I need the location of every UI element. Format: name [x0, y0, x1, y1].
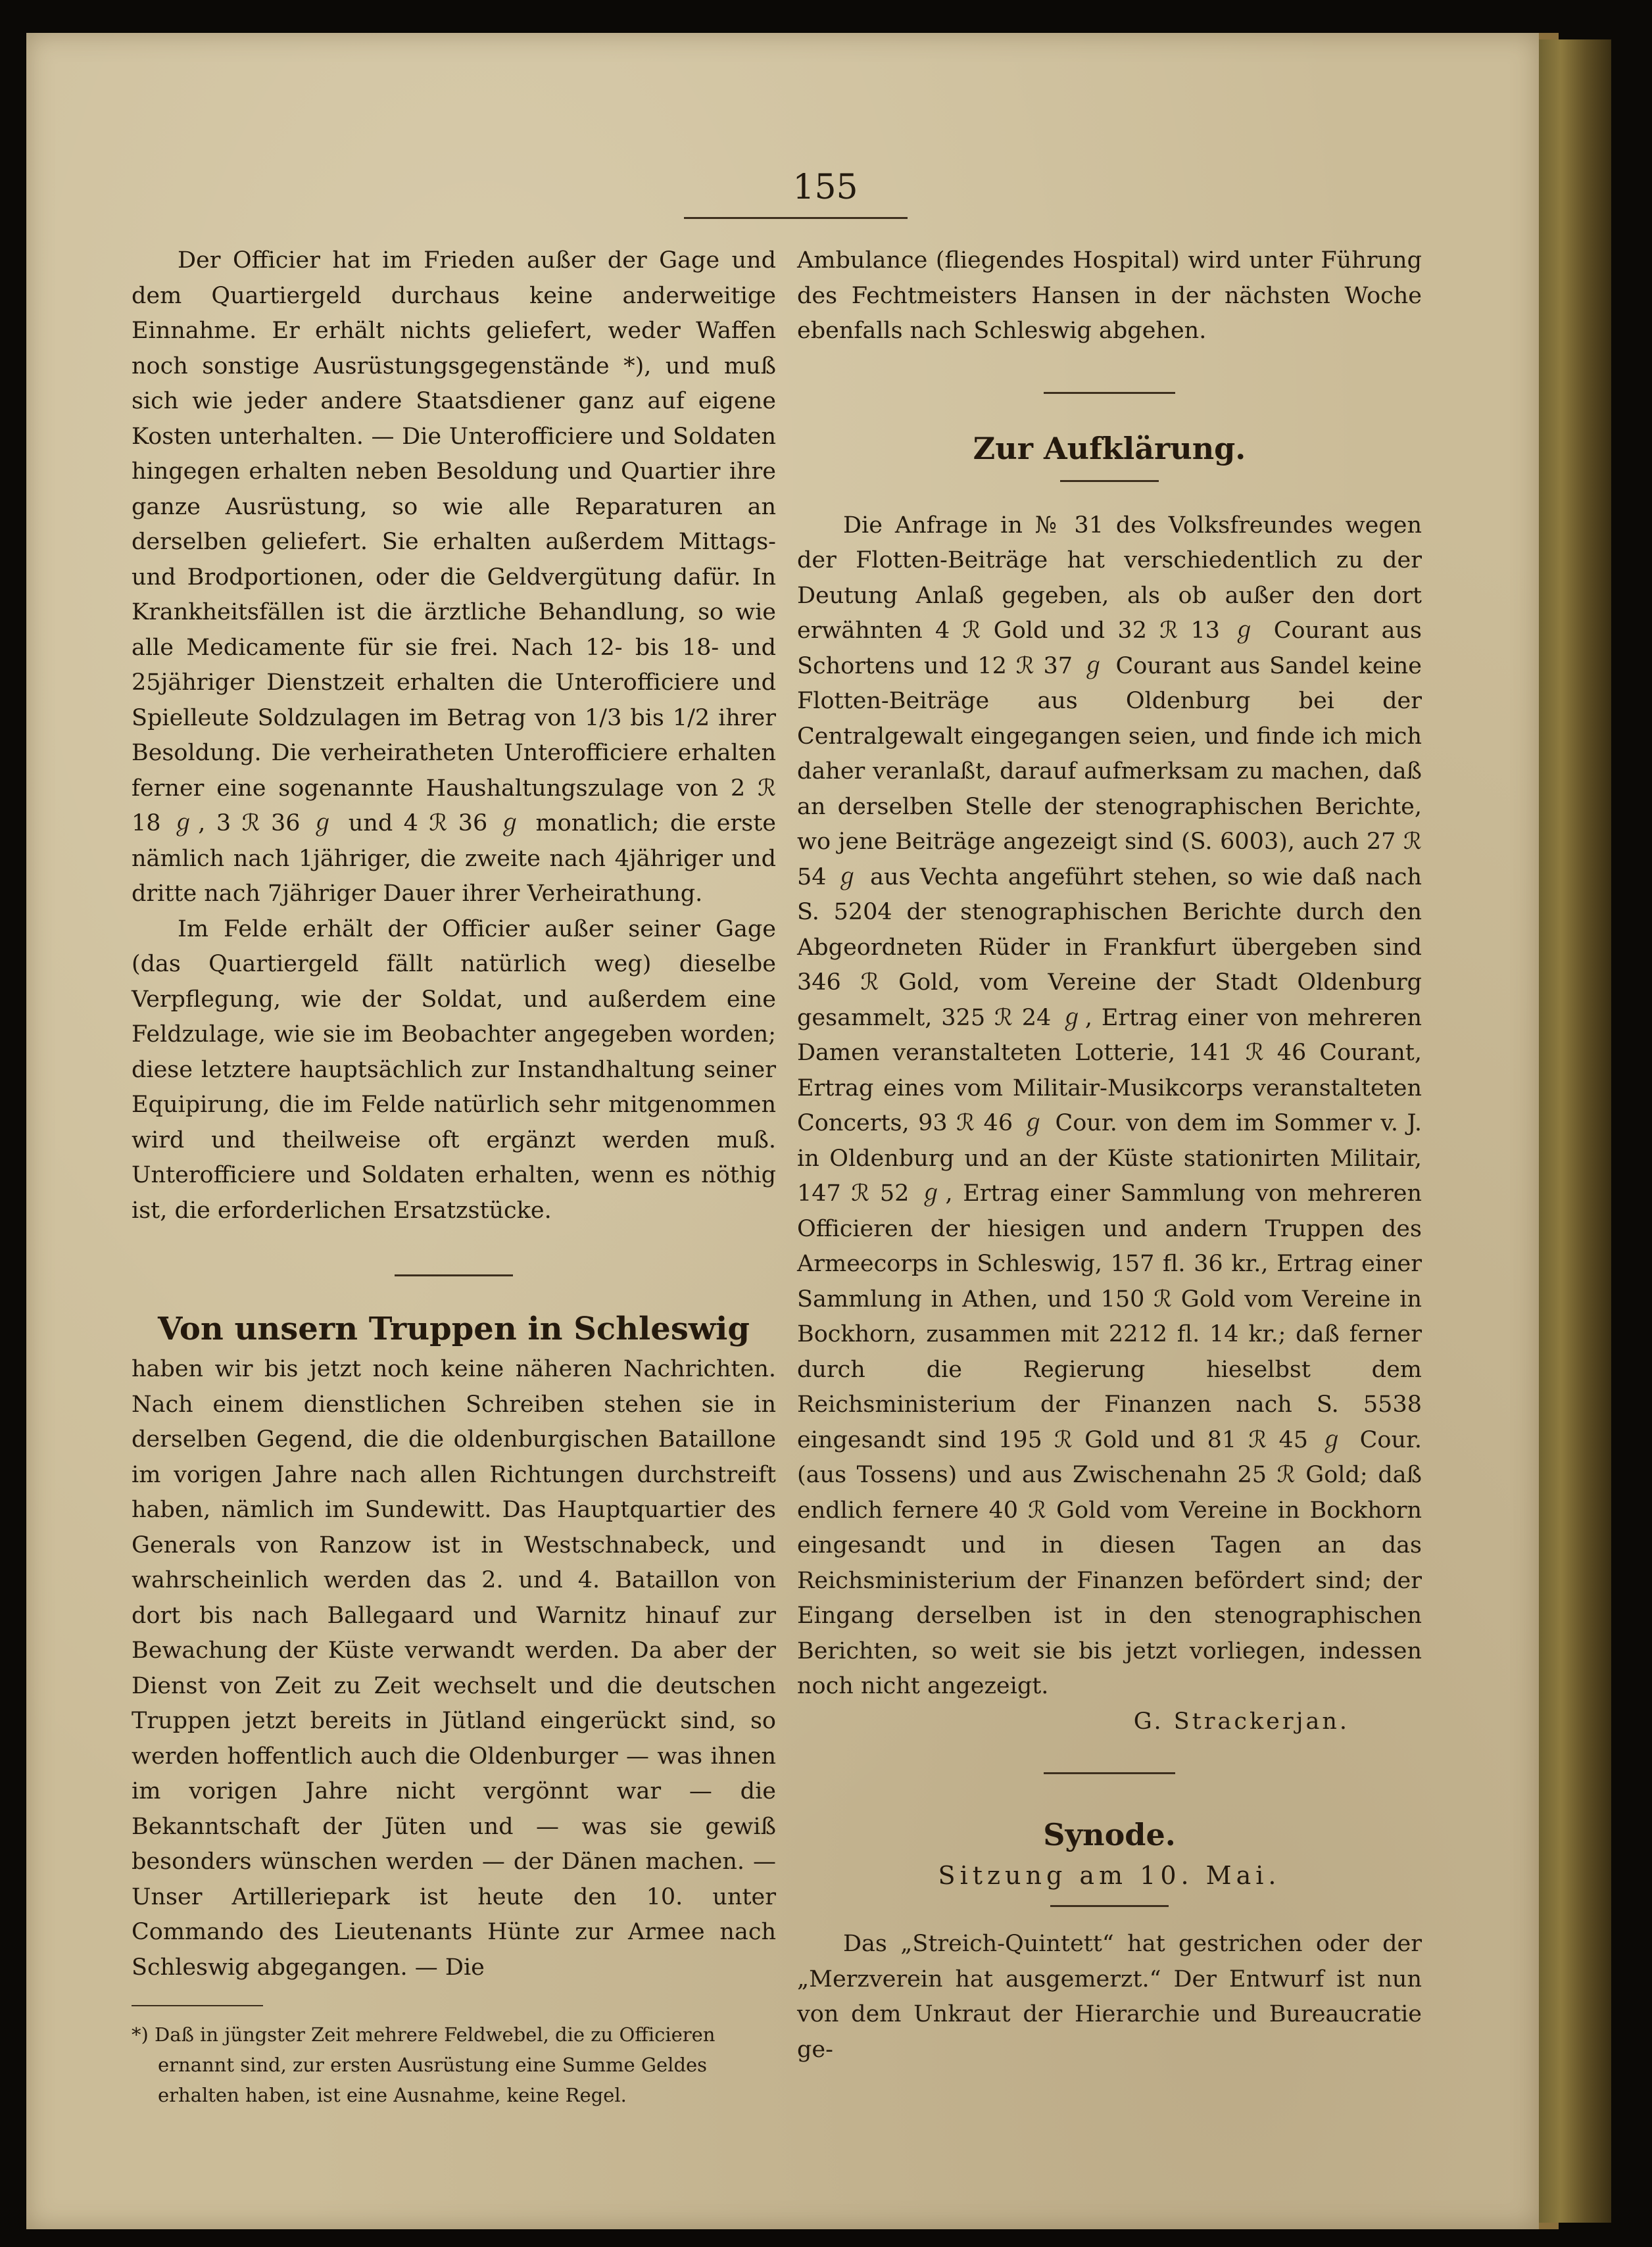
- article-synod-heading: Synode.: [1043, 1817, 1176, 1852]
- footnote: *) Daß in jüngster Zeit mehrere Feldwebel, die zu Officieren ernannt sind, zur ersten Ausrüstung eine Summe Geldes erhalten haben, ist eine Ausnahme, keine Regel.: [132, 2023, 716, 2106]
- left-column: [132, 243, 776, 2110]
- page-number-rule: [684, 217, 908, 219]
- article-troops-text: haben wir bis jetzt noch keine näheren Nachrichten. Nach einem dienstlichen Schreiben stehen sie in derselben Gegend, die die oldenburgischen Bataillone im vorigen Jahre nach allen Richtungen durchstreift haben, nämlich im Sundewitt. Das Hauptquartier des Generals von Ranzow ist in Westschnabeck, und wahrscheinlich werden das 2. und 4. Bataillon von dort bis nach Ballegaard und Warnitz hinauf zur Bewachung der Küste verwandt werden. Da aber der Dienst von Zeit zu Zeit wechselt und die deutschen Truppen jetzt bereits in Jütland eingerückt sind, so werden hoffentlich auch die Oldenburger — was ihnen im vorigen Jahre nicht vergönnt war — die Bekanntschaft der Jüten und — was sie gewiß besonders wünschen werden — der Dänen machen. — Unser Artilleriepark ist heute den 10. unter Commando des Lieutenants Hünte zur Armee nach Schleswig abgegangen. — Die: [132, 1356, 776, 1981]
- article-officers-paragraph-1: Der Officier hat im Frieden außer der Gage und dem Quartiergeld durchaus keine anderweitige Einnahme. Er erhält nichts geliefert, weder Waffen noch sonstige Ausrüstungsgegenstände *), und muß sich wie jeder andere Staatsdiener ganz auf eigene Kosten unterhalten. — Die Unterofficiere und Soldaten hingegen erhalten neben Besoldung und Quartier ihre ganze Ausrüstung, so wie alle Reparaturen an derselben geliefert. Sie erhalten außerdem Mittags- und Brodportionen, oder die Geldvergütung dafür. In Krankheitsfällen ist die ärztliche Behandlung, so wie alle Medicamente für sie frei. Nach 12- bis 18- und 25jähriger Dienstzeit erhalten die Unterofficiere und Spielleute Soldzulagen im Betrag von 1/3 bis 1/2 ihrer Besoldung. Die verheiratheten Unterofficiere erhalten ferner eine sogenannte Haushaltungszulage von 2 ℛ 18 ℊ, 3 ℛ 36 ℊ und 4 ℛ 36 ℊ monatlich; die erste nämlich nach 1jähriger, die zweite nach 4jähriger und dritte nach 7jähriger Dauer ihrer Verheirathung.: [132, 247, 776, 907]
- article-clarification-text: Die Anfrage in № 31 des Volksfreundes wegen der Flotten-Beiträge hat verschiedentlich zu der Deutung Anlaß gegeben, als ob außer den dort erwähnten 4 ℛ Gold und 32 ℛ 13 ℊ Courant aus Schortens und 12 ℛ 37 ℊ Courant aus Sandel keine Flotten-Beiträge aus Oldenburg bei der Centralgewalt eingegangen seien, und finde ich mich daher veranlaßt, darauf aufmerksam zu machen, daß an derselben Stelle der stenographischen Berichte, wo jene Beiträge angezeigt sind (S. 6003), auch 27 ℛ 54 ℊ aus Vechta angeführt stehen, so wie daß nach S. 5204 der stenographischen Berichte durch den Abgeordneten Rüder in Frankfurt übergeben sind 346 ℛ Gold, vom Vereine der Stadt Oldenburg gesammelt, 325 ℛ 24 ℊ, Ertrag einer von mehreren Damen veranstalteten Lotterie, 141 ℛ 46 Courant, Ertrag eines vom Militair-Musikcorps veranstalteten Concerts, 93 ℛ 46 ℊ Cour. von dem im Sommer v. J. in Oldenburg und an der Küste stationirten Militair, 147 ℛ 52 ℊ, Ertrag einer Sammlung von mehreren Officieren der hiesigen und andern Truppen des Armeecorps in Schleswig, 157 fl. 36 kr., Ertrag einer Sammlung in Athen, und 150 ℛ Gold vom Vereine in Bockhorn, zusammen mit 2212 fl. 14 kr.; daß ferner durch die Regierung hieselbst dem Reichsministerium der Finanzen nach S. 5538 eingesandt sind 195 ℛ Gold und 81 ℛ 45 ℊ Cour. (aus Tossens) und aus Zwischenahn 25 ℛ Gold; daß endlich fernere 40 ℛ Gold vom Vereine in Bockhorn eingesandt und in diesen Tagen an das Reichsministerium der Finanzen befördert sind; der Eingang derselben ist in den stenographischen Berichten, so weit sie bis jetzt vorliegen, indessen noch nicht angezeigt.: [797, 512, 1422, 1699]
- page-number: 155: [792, 168, 858, 207]
- article-synod-text: Das „Streich-Quintett“ hat gestrichen oder der „Merzverein hat ausgemerzt.“ Der Entwurf ist nun von dem Unkraut der Hierarchie und Bureaucratie ge-: [797, 1931, 1422, 2063]
- article-synod-subheading: Sitzung am 10. Mai.: [938, 1861, 1281, 1890]
- article-ambulance-continuation: Ambulance (fliegendes Hospital) wird unter Führung des Fechtmeisters Hansen in der nächsten Woche ebenfalls nach Schleswig abgehen.: [797, 247, 1422, 344]
- article-clarification-signature: G. Strackerjan.: [1133, 1708, 1349, 1735]
- article-troops-heading: Von unsern Truppen in Schleswig: [158, 1311, 750, 1347]
- right-column: [797, 243, 1422, 2067]
- book-binding-edge: [1539, 39, 1611, 2223]
- article-officers-paragraph-2: Im Felde erhält der Officier außer seiner Gage (das Quartiergeld fällt natürlich weg) dieselbe Verpflegung, wie der Soldat, und außerdem eine Feldzulage, wie sie im Beobachter angegeben worden; diese letztere hauptsächlich zur Instandhaltung seiner Equipirung, die im Felde natürlich sehr mitgenommen wird und theilweise oft ergänzt werden muß. Unterofficiere und Soldaten erhalten, wenn es nöthig ist, die erforderlichen Ersatzstücke.: [132, 915, 776, 1224]
- article-clarification-heading: Zur Aufklärung.: [973, 430, 1246, 466]
